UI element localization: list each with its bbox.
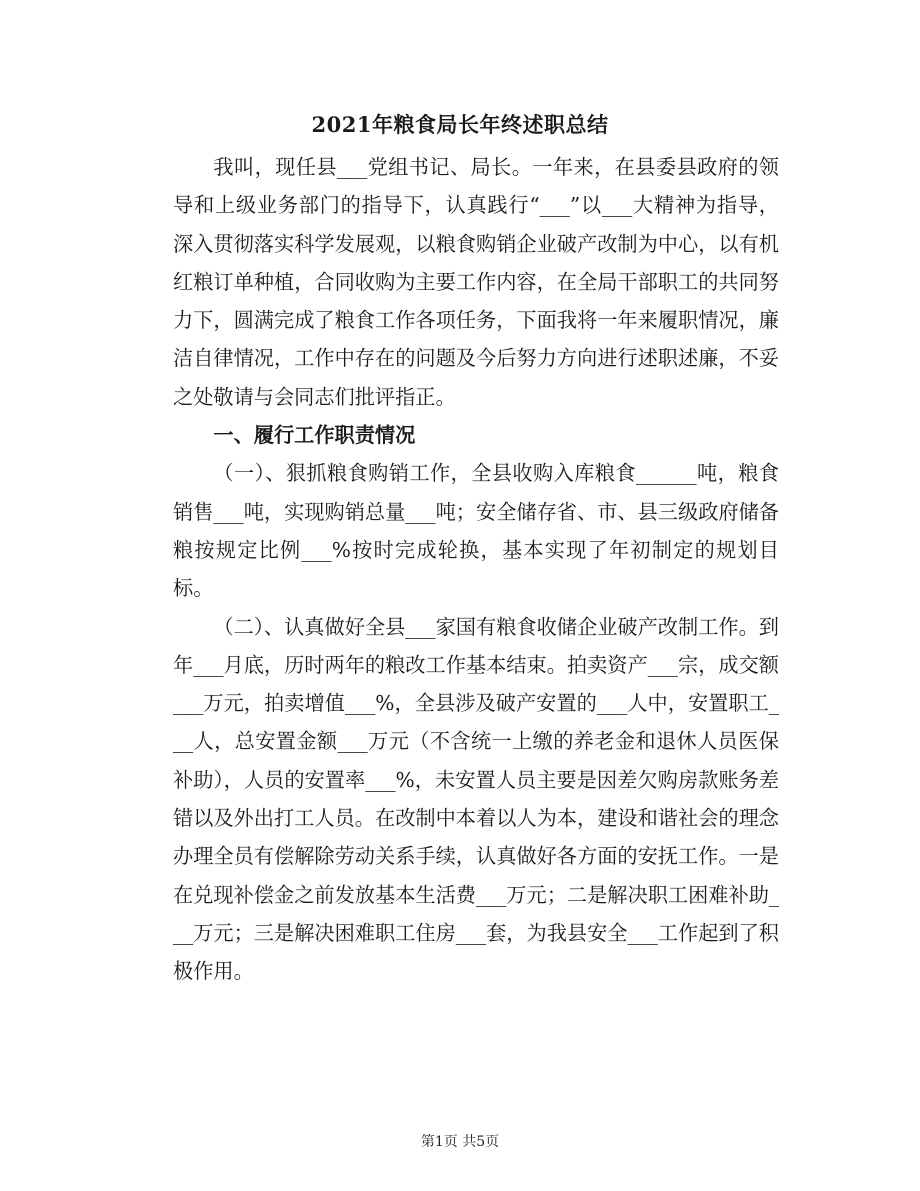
intro-paragraph: 我叫，现任县___党组书记、局长。一年来，在县委县政府的领导和上级业务部门的指导下，认真践行“___”以___大精神为指导，深入贯彻落实科学发展观，以粮食购销企业破产改制为中心，以有机红粮订单种植，合同收购为主要工作内容，在全局干部职工的共同努力下，圆满完成了粮食工作各项任务，下面我将一年来履职情况，廉洁自律情况，工作中存在的问题及今后努力方向进行述职述廉，不妥之处敬请与会同志们批评指正。	[173, 155, 779, 409]
document-title: 2021年粮食局长年终述职总结	[311, 112, 609, 137]
page-number: 第1页 共5页	[420, 1134, 500, 1150]
grain-purchase-paragraph: （一）、狠抓粮食购销工作，全县收购入库粮食______吨，粮食销售___吨，实现购销总量___吨；安全储存省、市、县三级政府储备粮按规定比例___%按时完成轮换，基本实现了年初制定的规划目标。	[173, 461, 779, 601]
document-body	[173, 148, 779, 991]
enterprise-reform-paragraph: （二）、认真做好全县___家国有粮食收储企业破产改制工作。到年___月底，历时两年的粮改工作基本结束。拍卖资产___宗，成交额___万元，拍卖增值___%，全县涉及破产安置的___人中，安置职工___人，总安置金额___万元（不含统一上缴的养老金和退休人员医保补助），人员的安置率___%，未安置人员主要是因差欠购房款账务差错以及外出打工人员。在改制中本着以人为本，建设和谐社会的理念办理全员有偿解除劳动关系手续，认真做好各方面的安抚工作。一是在兑现补偿金之前发放基本生活费___万元；二是解决职工困难补助___万元；三是解决困难职工住房___套，为我县安全___工作起到了积极作用。	[173, 614, 779, 984]
section-heading: 一、履行工作职责情况	[213, 423, 416, 448]
